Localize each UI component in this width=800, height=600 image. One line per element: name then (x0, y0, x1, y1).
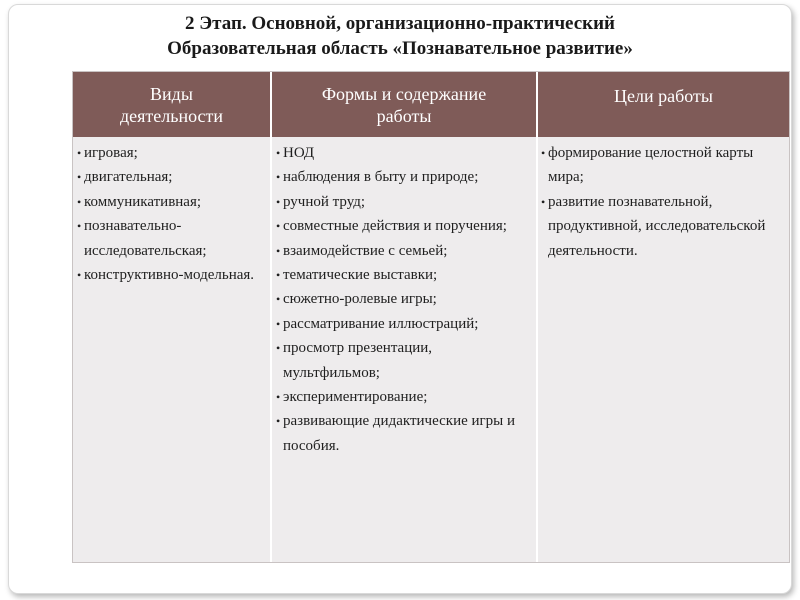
table-body (73, 137, 789, 562)
activity-types-list (73, 141, 266, 287)
list-item: • ручной труд; (272, 190, 532, 214)
list-item: • развивающие дидактические игры и пособия. (272, 409, 532, 458)
header-goals (538, 72, 789, 137)
column-forms-content (272, 137, 536, 562)
list-item: • сюжетно-ролевые игры; (272, 287, 532, 311)
header-text: деятельности (119, 105, 224, 126)
activity-table (72, 71, 790, 563)
list-item: • экспериментирование; (272, 385, 532, 409)
list-item: • НОД (272, 141, 532, 165)
list-item: • развитие познавательной, продуктивной, исследовательской деятельности. (538, 190, 785, 263)
header-activity-types (73, 72, 270, 137)
header-text: Виды (150, 83, 193, 104)
list-item: • просмотр презентации, мультфильмов; (272, 336, 532, 385)
column-divider (270, 72, 272, 562)
list-item: • коммуникативная; (73, 190, 266, 214)
table-header (73, 72, 789, 137)
header-forms-content (272, 72, 536, 137)
list-item: • наблюдения в быту и природе; (272, 165, 532, 189)
list-item: • конструктивно-модельная. (73, 263, 266, 287)
column-activity-types (73, 137, 270, 562)
list-item: • взаимодействие с семьей; (272, 239, 532, 263)
forms-content-list (272, 141, 532, 458)
goals-list (538, 141, 785, 263)
header-text: Формы и содержание (321, 83, 487, 104)
column-goals (538, 137, 789, 562)
list-item: • совместные действия и поручения; (272, 214, 532, 238)
list-item: • игровая; (73, 141, 266, 165)
slide (8, 4, 792, 594)
list-item: • познавательно-исследовательская; (73, 214, 266, 263)
column-divider (536, 72, 538, 562)
list-item: • формирование целостной карты мира; (538, 141, 785, 190)
header-text: Цели работы (614, 85, 713, 106)
list-item: • тематические выставки; (272, 263, 532, 287)
slide-title (9, 11, 791, 61)
header-text: работы (376, 105, 432, 126)
list-item: • рассматривание иллюстраций; (272, 312, 532, 336)
title-line-1: 2 Этап. Основной, организационно-практический (185, 13, 615, 34)
title-line-2: Образовательная область «Познавательное развитие» (167, 38, 633, 59)
list-item: • двигательная; (73, 165, 266, 189)
